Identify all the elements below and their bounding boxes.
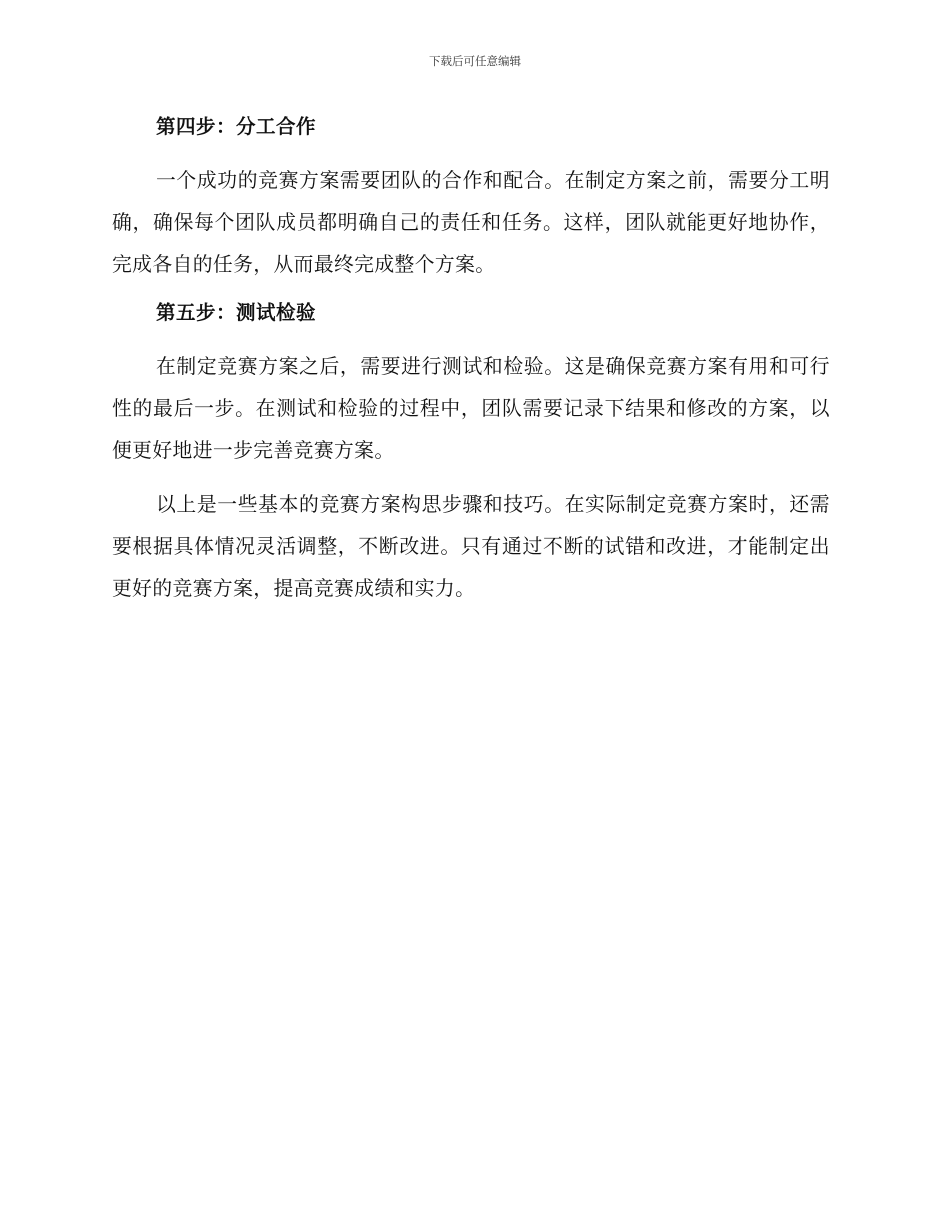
document-body: [112, 110, 830, 610]
section-paragraph-step-five: 在制定竞赛方案之后，需要进行测试和检验。这是确保竞赛方案有用和可行性的最后一步。在测试和检验的过程中，团队需要记录下结果和修改的方案，以便更好地进一步完善竞赛方案。: [112, 355, 830, 462]
section-heading-step-five: 第五步：测试检验: [156, 301, 317, 324]
conclusion-paragraph: 以上是一些基本的竞赛方案构思步骤和技巧。在实际制定竞赛方案时，还需要根据具体情况灵活调整，不断改进。只有通过不断的试错和改进，才能制定出更好的竞赛方案，提高竞赛成绩和实力。: [112, 493, 830, 600]
section-paragraph-step-four: 一个成功的竞赛方案需要团队的合作和配合。在制定方案之前，需要分工明确，确保每个团队成员都明确自己的责任和任务。这样，团队就能更好地协作，完成各自的任务，从而最终完成整个方案。: [112, 169, 830, 276]
page-header: 下载后可任意编辑: [429, 54, 521, 68]
section-heading-step-four: 第四步：分工合作: [156, 115, 317, 138]
